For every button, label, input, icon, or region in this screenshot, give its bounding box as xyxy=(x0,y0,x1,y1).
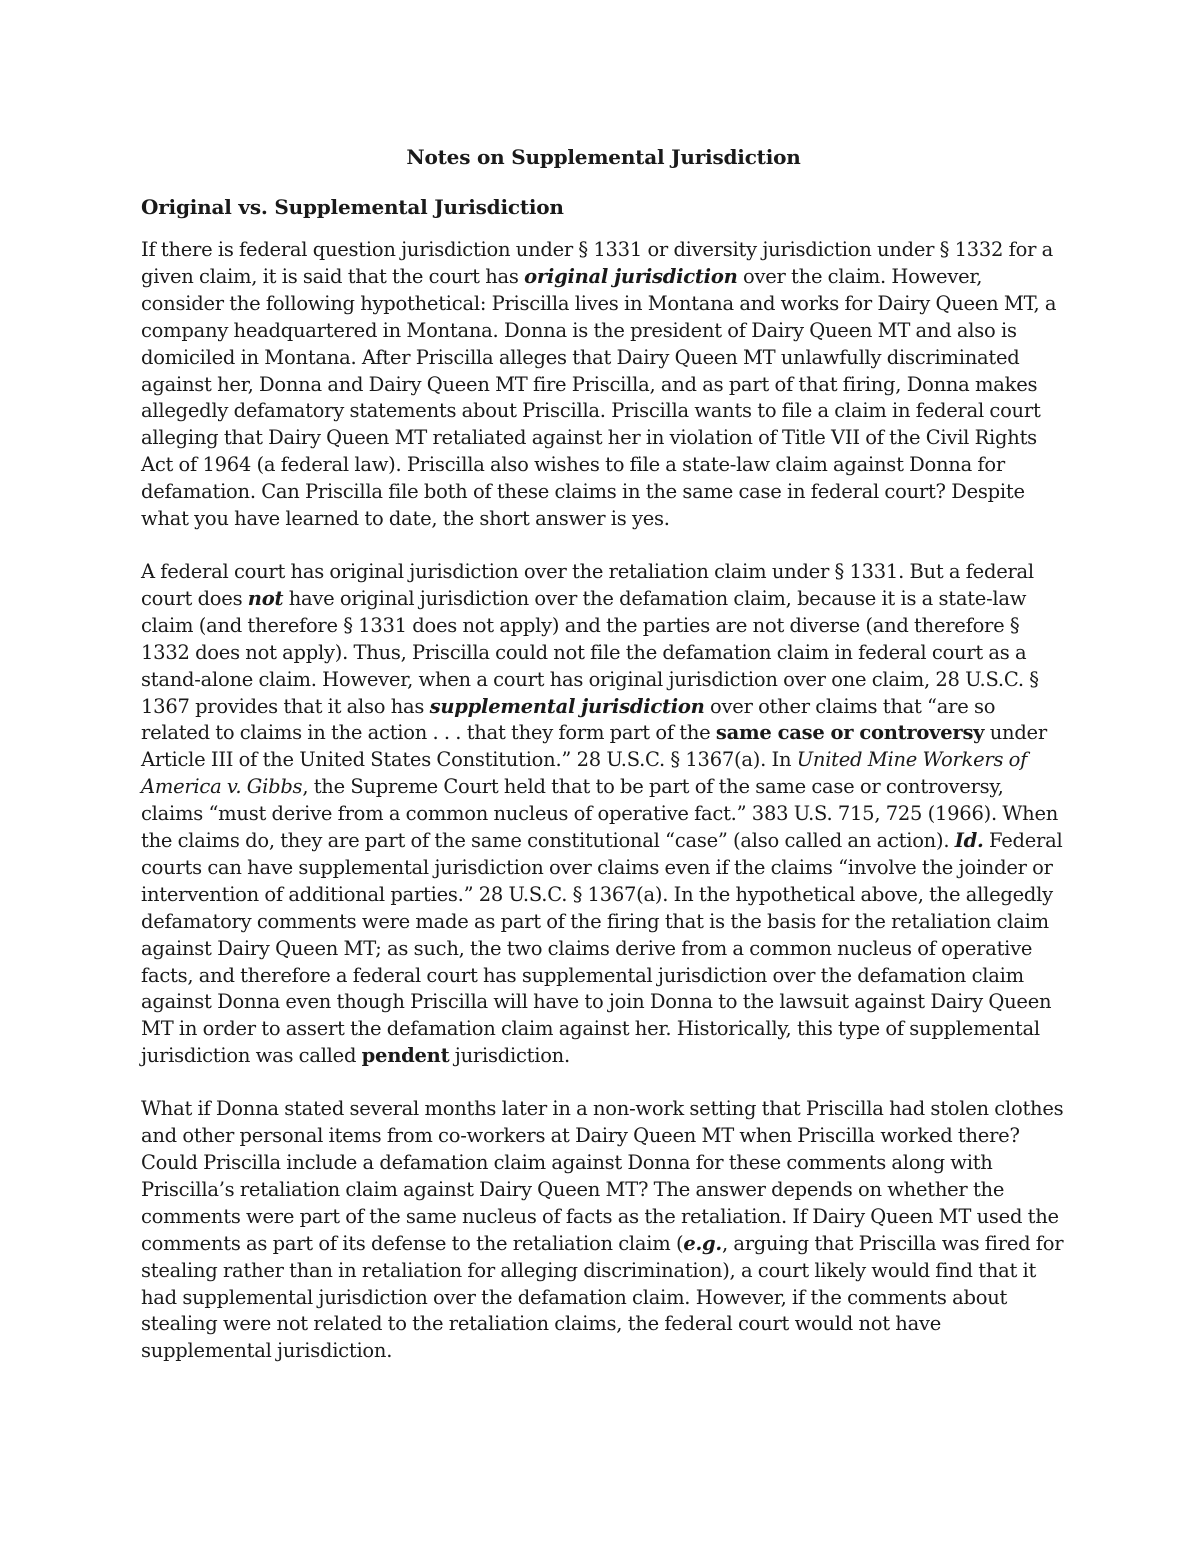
paragraph-1 xyxy=(141,237,1066,533)
p2-text-2: have original jurisdiction over the defamation claim, because it is a state-law claim (and therefore § 1331 does not apply) and the parties are not diverse (and therefore § 1332 does not apply). Thus, Priscilla could not file the defamation claim in federal court as a stand-alone claim. However, when a court has original jurisdiction over one claim, 28 U.S.C. § 1367 provides that it also has xyxy=(141,586,1039,718)
p3-text-1: What if Donna stated several months later in a non-work setting that Priscilla had stolen clothes and other personal items from co-workers at Dairy Queen MT when Priscilla worked there? Could Priscilla include a defamation claim against Donna for these comments along with Priscilla’s retaliation claim against Dairy Queen MT? The answer depends on whether the comments were part of the same nucleus of facts as the retaliation. If Dairy Queen MT used the comments as part of its defense to the retaliation claim ( xyxy=(141,1097,1064,1255)
p2-text-7: jurisdiction. xyxy=(449,1044,570,1068)
p2-text-1: A federal court has original jurisdiction over the retaliation claim under § 1331. But a federal court does xyxy=(141,559,1034,610)
paragraph-3 xyxy=(141,1096,1066,1365)
paragraph-2 xyxy=(141,559,1066,1070)
document-page xyxy=(141,142,1066,1391)
p1-text-1: If there is federal question jurisdiction under § 1331 or diversity jurisdiction under § 1332 for a given claim, it is said that the court has xyxy=(141,238,1054,288)
p2-text-3: over other claims that “are so related to claims in the action . . . that they form part of the xyxy=(141,694,996,745)
p1-term-original-jurisdiction: original jurisdiction xyxy=(524,264,738,288)
section-heading: Original vs. Supplemental Jurisdiction xyxy=(141,195,564,219)
document-title: Notes on Supplemental Jurisdiction xyxy=(406,145,801,169)
p1-text-2: over the claim. However, consider the following hypothetical: Priscilla lives in Montana and works for Dairy Queen MT, a company headquartered in Montana. Donna is the president of Dairy Queen MT and also is domiciled in Montana. After Priscilla alleges that Dairy Queen MT unlawfully discriminated against her, Donna and Dairy Queen MT fire Priscilla, and as part of that firing, Donna makes allegedly defamatory statements about Priscilla. Priscilla wants to file a claim in federal court alleging that Dairy Queen MT retaliated against her in violation of Title VII of the Civil Rights Act of 1964 (a federal law). Priscilla also wishes to file a state-law claim against Donna for defamation. Can Priscilla file both of these claims in the same case in federal court? Despite what you have learned to date, the short answer is yes. xyxy=(141,264,1057,531)
p2-text-4: under Article III of the United States Constitution.” 28 U.S.C. § 1367(a). In xyxy=(141,721,1047,772)
p2-text-6: Federal courts can have supplemental jurisdiction over claims even if the claims “involve the joinder or intervention of additional parties.” 28 U.S.C. § 1367(a). In the hypothetical above, the allegedly defamatory comments were made as part of the firing that is the basis for the retaliation claim against Dairy Queen MT; as such, the two claims derive from a common nucleus of operative facts, and therefore a federal court has supplemental jurisdiction over the defamation claim against Donna even though Priscilla will have to join Donna to the lawsuit against Dairy Queen MT in order to assert the defamation claim against her. Historically, this type of supplemental jurisdiction was called xyxy=(141,829,1063,1068)
p3-abbrev-eg: e.g. xyxy=(683,1231,722,1255)
p2-emphasis-not: not xyxy=(247,586,284,610)
p2-text-5: , the Supreme Court held that to be part of the same case or controversy, claims “must derive from a common nucleus of operative fact.” 383 U.S. 715, 725 (1966). When the claims do, they are part of the same constitutional “case” (also called an action). xyxy=(141,775,1059,853)
p2-term-pendent: pendent xyxy=(361,1044,450,1068)
p2-citation-id: Id. xyxy=(954,829,984,853)
p2-term-same-case: same case or controversy xyxy=(715,721,985,745)
p2-term-supplemental-jurisdiction: supplemental jurisdiction xyxy=(429,694,705,718)
p3-text-2: , arguing that Priscilla was fired for stealing rather than in retaliation for alleging discrimination), a court likely would find that it had supplemental jurisdiction over the defamation claim. However, if the comments about stealing were not related to the retaliation claims, the federal court would not have supplemental jurisdiction. xyxy=(141,1231,1064,1363)
p2-case-name: United Mine Workers of America v. Gibbs xyxy=(141,748,1028,799)
